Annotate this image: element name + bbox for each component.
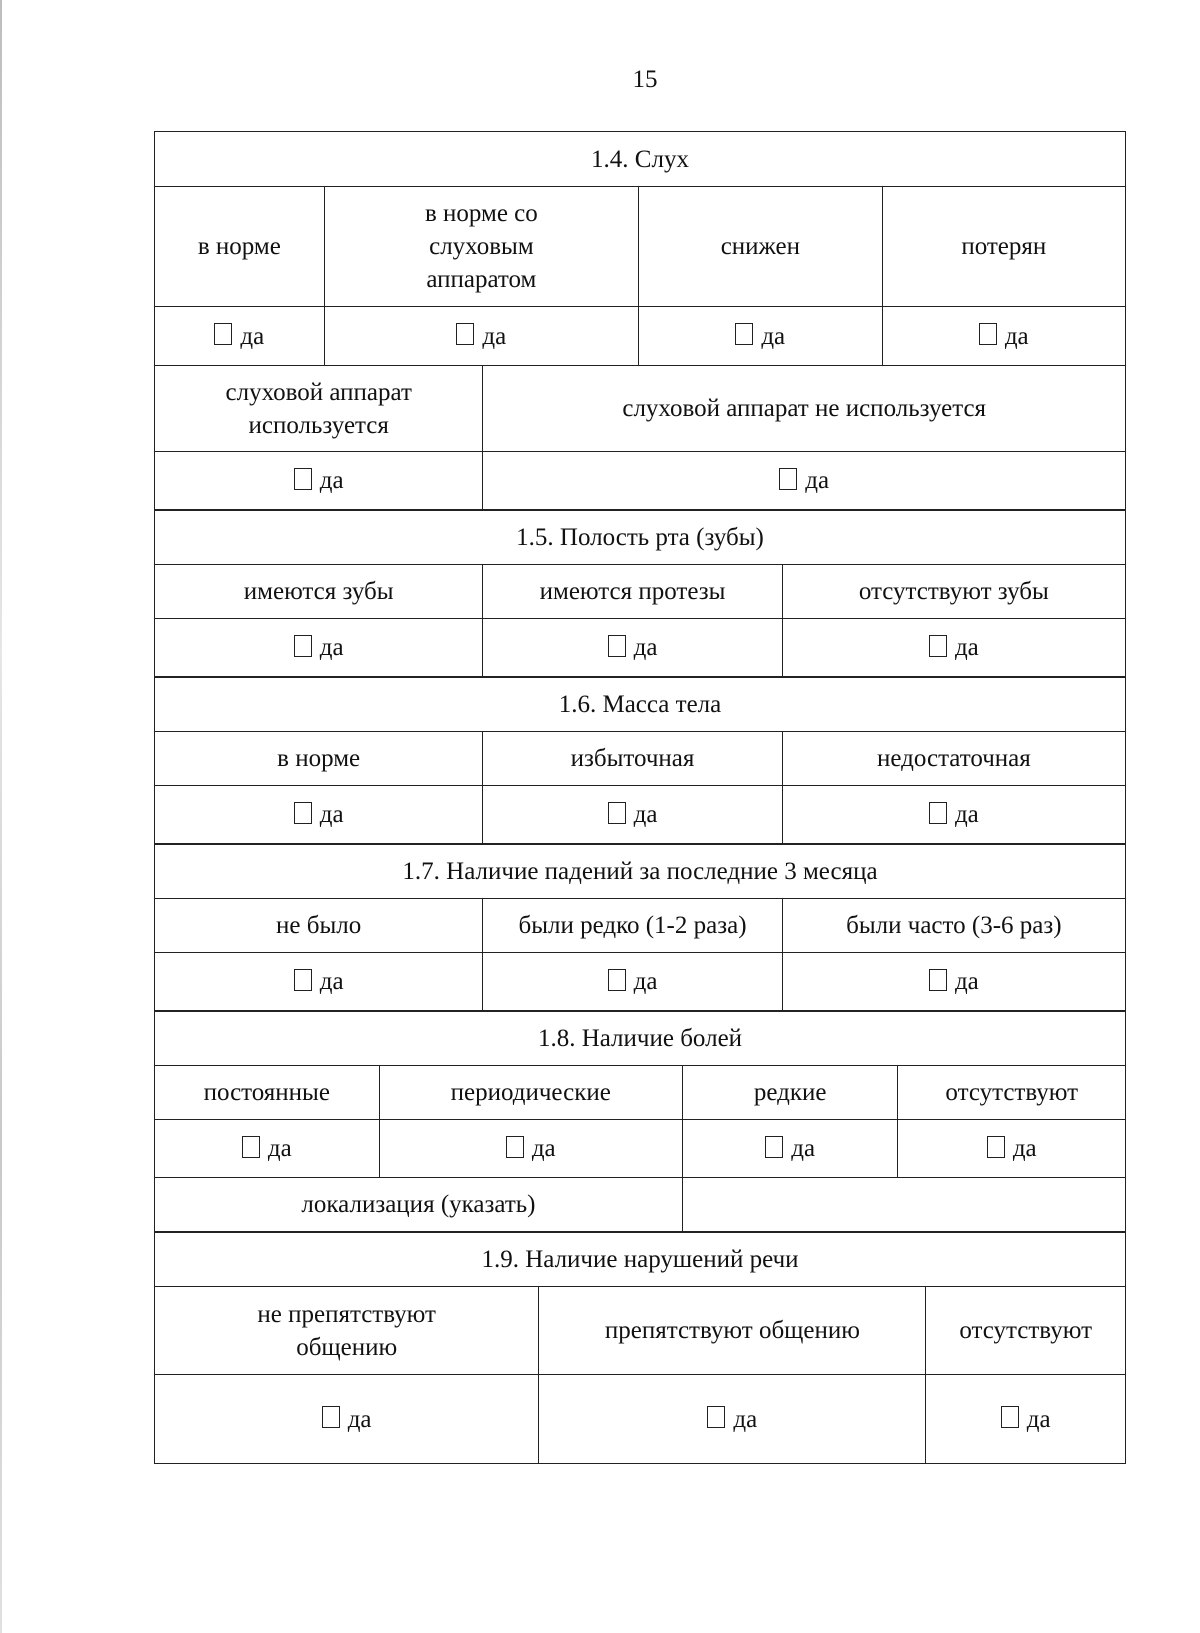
checkbox-cell[interactable] — [897, 1120, 1125, 1177]
checkbox-row — [155, 1119, 1125, 1177]
section-title: 1.8. Наличие болей — [537, 1025, 743, 1052]
checkbox-icon[interactable] — [987, 1136, 1005, 1158]
checkbox-cell[interactable] — [324, 307, 638, 365]
option-label: периодические — [379, 1066, 682, 1119]
options-row — [155, 898, 1125, 952]
checkbox-label: да — [633, 968, 658, 995]
section-title-row — [155, 1011, 1125, 1065]
page-number: 15 — [632, 66, 658, 93]
checkbox-label: да — [733, 1405, 758, 1433]
section-title-row — [155, 132, 1125, 186]
checkbox-label: да — [1004, 322, 1029, 350]
checkbox-icon[interactable] — [608, 969, 626, 991]
checkbox-row — [155, 618, 1125, 676]
checkbox-cell[interactable] — [782, 786, 1125, 843]
checkbox-icon[interactable] — [506, 1136, 524, 1158]
section-weight — [154, 677, 1126, 844]
section-title-row — [155, 510, 1125, 564]
option-label: в норме — [277, 745, 361, 772]
checkbox-cell[interactable] — [155, 452, 482, 509]
checkbox-cell[interactable] — [638, 307, 882, 365]
checkbox-label: да — [633, 634, 658, 661]
section-title: 1.7. Наличие падений за последние 3 месяца — [402, 858, 878, 885]
checkbox-cell[interactable] — [482, 953, 781, 1010]
options-row — [155, 186, 1125, 306]
checkbox-cell[interactable] — [482, 786, 781, 843]
option-label: избыточная — [482, 732, 781, 785]
checkbox-cell[interactable] — [482, 452, 1125, 509]
checkbox-cell[interactable] — [155, 1120, 379, 1177]
checkbox-icon[interactable] — [929, 802, 947, 824]
localization-label: локализация (указать) — [301, 1191, 536, 1218]
section-title: 1.9. Наличие нарушений речи — [481, 1246, 799, 1273]
checkbox-icon[interactable] — [608, 635, 626, 657]
checkbox-label: да — [791, 1135, 816, 1162]
option-label: недостаточная — [782, 732, 1125, 785]
section-mouth — [154, 510, 1126, 677]
checkbox-icon[interactable] — [929, 635, 947, 657]
checkbox-icon[interactable] — [707, 1406, 725, 1428]
section-title: 1.5. Полость рта (зубы) — [516, 524, 764, 551]
checkbox-icon[interactable] — [456, 323, 474, 345]
section-pain — [154, 1011, 1126, 1232]
checkbox-row — [155, 306, 1125, 365]
checkbox-row — [155, 952, 1125, 1010]
checkbox-label: да — [761, 322, 786, 350]
checkbox-row — [155, 785, 1125, 843]
checkbox-label: да — [347, 1405, 372, 1433]
checkbox-cell[interactable] — [155, 953, 482, 1010]
checkbox-cell[interactable] — [925, 1375, 1125, 1463]
checkbox-label: да — [531, 1135, 556, 1162]
section-title-row — [155, 677, 1125, 731]
checkbox-row — [155, 451, 1125, 509]
option-label: препятствуют общению — [538, 1287, 925, 1374]
checkbox-icon[interactable] — [322, 1406, 340, 1428]
localization-input[interactable] — [682, 1178, 1125, 1231]
checkbox-cell[interactable] — [155, 786, 482, 843]
checkbox-cell[interactable] — [538, 1375, 925, 1463]
checkbox-cell[interactable] — [482, 619, 781, 676]
checkbox-cell[interactable] — [782, 953, 1125, 1010]
option-label: потерян — [882, 187, 1125, 306]
option-label: отсутствуют — [925, 1287, 1125, 1374]
option-label: отсутствуют зубы — [782, 565, 1125, 618]
option-label: были редко (1-2 раза) — [482, 899, 781, 952]
assessment-form-table — [154, 131, 1126, 1464]
option-label: слуховой аппарат используется — [225, 378, 412, 439]
localization-row — [155, 1177, 1125, 1231]
checkbox-label: да — [319, 634, 344, 661]
option-label: имеются протезы — [482, 565, 781, 618]
hearing-aid-row — [155, 365, 1125, 451]
section-speech — [154, 1232, 1126, 1464]
checkbox-cell[interactable] — [155, 619, 482, 676]
checkbox-icon[interactable] — [735, 323, 753, 345]
options-row — [155, 1286, 1125, 1374]
checkbox-label: да — [319, 968, 344, 995]
checkbox-label: да — [1026, 1405, 1051, 1433]
checkbox-cell[interactable] — [155, 1375, 538, 1463]
option-label: были часто (3-6 раз) — [782, 899, 1125, 952]
option-label: имеются зубы — [243, 578, 394, 605]
checkbox-icon[interactable] — [608, 802, 626, 824]
checkbox-icon[interactable] — [294, 969, 312, 991]
checkbox-icon[interactable] — [294, 468, 312, 490]
section-title: 1.6. Масса тела — [558, 691, 722, 718]
checkbox-icon[interactable] — [294, 635, 312, 657]
option-label: не препятствуют общению — [257, 1300, 436, 1361]
option-label: постоянные — [203, 1079, 330, 1106]
section-falls — [154, 844, 1126, 1011]
options-row — [155, 1065, 1125, 1119]
option-label: не было — [276, 912, 362, 939]
checkbox-icon[interactable] — [294, 802, 312, 824]
checkbox-icon[interactable] — [214, 323, 232, 345]
option-label: в норме — [197, 233, 281, 260]
section-title-row — [155, 844, 1125, 898]
scan-edge — [0, 0, 2, 1633]
checkbox-icon[interactable] — [242, 1136, 260, 1158]
checkbox-cell[interactable] — [379, 1120, 682, 1177]
checkbox-label: да — [319, 801, 344, 828]
checkbox-cell[interactable] — [682, 1120, 898, 1177]
checkbox-icon[interactable] — [979, 323, 997, 345]
checkbox-label: да — [319, 467, 344, 494]
section-title: 1.4. Слух — [591, 145, 689, 173]
section-title-row — [155, 1232, 1125, 1286]
checkbox-label: да — [954, 968, 979, 995]
options-row — [155, 564, 1125, 618]
checkbox-label: да — [482, 322, 507, 350]
option-label: редкие — [682, 1066, 898, 1119]
option-label: в норме со слуховым аппаратом — [324, 187, 638, 306]
checkbox-icon[interactable] — [929, 969, 947, 991]
checkbox-row — [155, 1374, 1125, 1463]
checkbox-label: да — [954, 801, 979, 828]
checkbox-label: да — [240, 322, 265, 350]
checkbox-cell[interactable] — [155, 307, 324, 365]
section-hearing — [154, 131, 1126, 510]
option-label: отсутствуют — [897, 1066, 1125, 1119]
checkbox-label: да — [1012, 1135, 1037, 1162]
option-label: снижен — [638, 187, 881, 306]
checkbox-label: да — [954, 634, 979, 661]
checkbox-icon[interactable] — [779, 468, 797, 490]
checkbox-icon[interactable] — [1001, 1406, 1019, 1428]
checkbox-label: да — [267, 1135, 292, 1162]
options-row — [155, 731, 1125, 785]
checkbox-cell[interactable] — [882, 307, 1126, 365]
checkbox-icon[interactable] — [765, 1136, 783, 1158]
checkbox-label: да — [805, 467, 830, 494]
checkbox-label: да — [633, 801, 658, 828]
option-label: слуховой аппарат не используется — [482, 366, 1125, 451]
checkbox-cell[interactable] — [782, 619, 1125, 676]
